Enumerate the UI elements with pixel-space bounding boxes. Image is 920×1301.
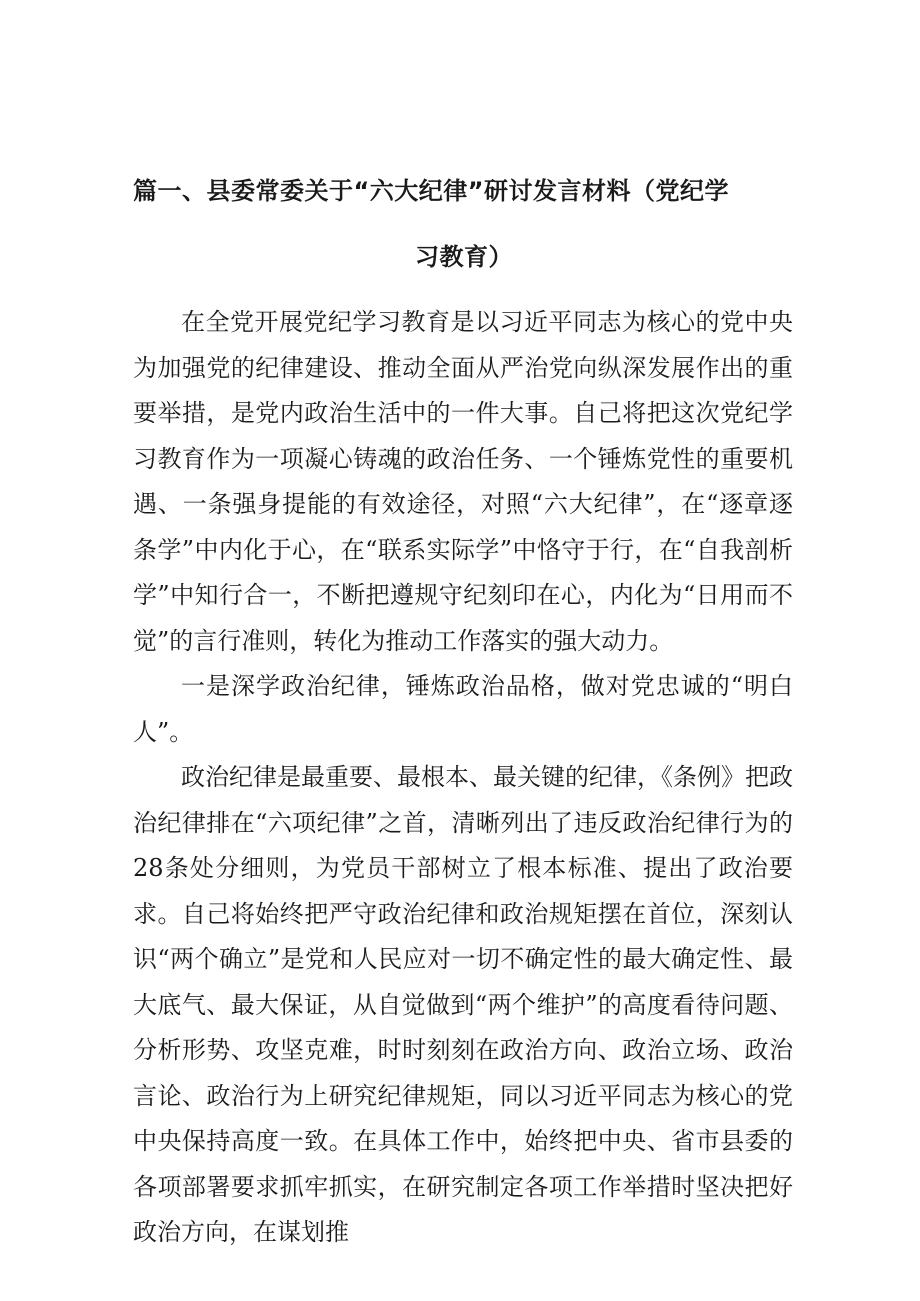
paragraph-section-heading: 一是深学政治纪律，锤炼政治品格，做对党忠诚的“明白人”。 (133, 672, 793, 746)
paragraph-political-discipline: 政治纪律是最重要、最根本、最关键的纪律，《条例》把政治纪律排在“六项纪律”之首，清晰列出了违反政治纪律行为的28条处分细则，为党员干部树立了根本标准、提出了政治要求。自己将始终把严守政治纪律和政治规矩摆在首位，深刻认识“两个确立”是党和人民应对一切不确定性的最大确定性、最大底气、最大保证，从自觉做到“两个维护”的高度看待问题、分析形势、攻坚克难，时时刻刻在政治方向、政治立场、政治言论、政治行为上研究纪律规矩，同以习近平同志为核心的党中央保持高度一致。在具体工作中，始终把中央、省市县委的各项部署要求抓牢抓实，在研究制定各项工作举措时坚决把好政治方向，在谋划推 (133, 763, 793, 1246)
title-line-1: 篇一、县委常委关于“六大纪律”研讨发言材料（党纪学 (133, 177, 730, 206)
document-body (133, 300, 793, 1256)
paragraph-intro: 在全党开展党纪学习教育是以习近平同志为核心的党中央为加强党的纪律建设、推动全面从严治党向纵深发展作出的重要举措，是党内政治生活中的一件大事。自己将把这次党纪学习教育作为一项凝心铸魂的政治任务、一个锤炼党性的重要机遇、一条强身提能的有效途径，对照“六大纪律”，在“逐章逐条学”中内化于心，在“联系实际学”中恪守于行，在“自我剖析学”中知行合一，不断把遵规守纪刻印在心，内化为“日用而不觉”的言行准则，转化为推动工作落实的强大动力。 (133, 308, 793, 655)
title-line-2: 习教育） (415, 243, 513, 272)
document-title (133, 158, 773, 290)
